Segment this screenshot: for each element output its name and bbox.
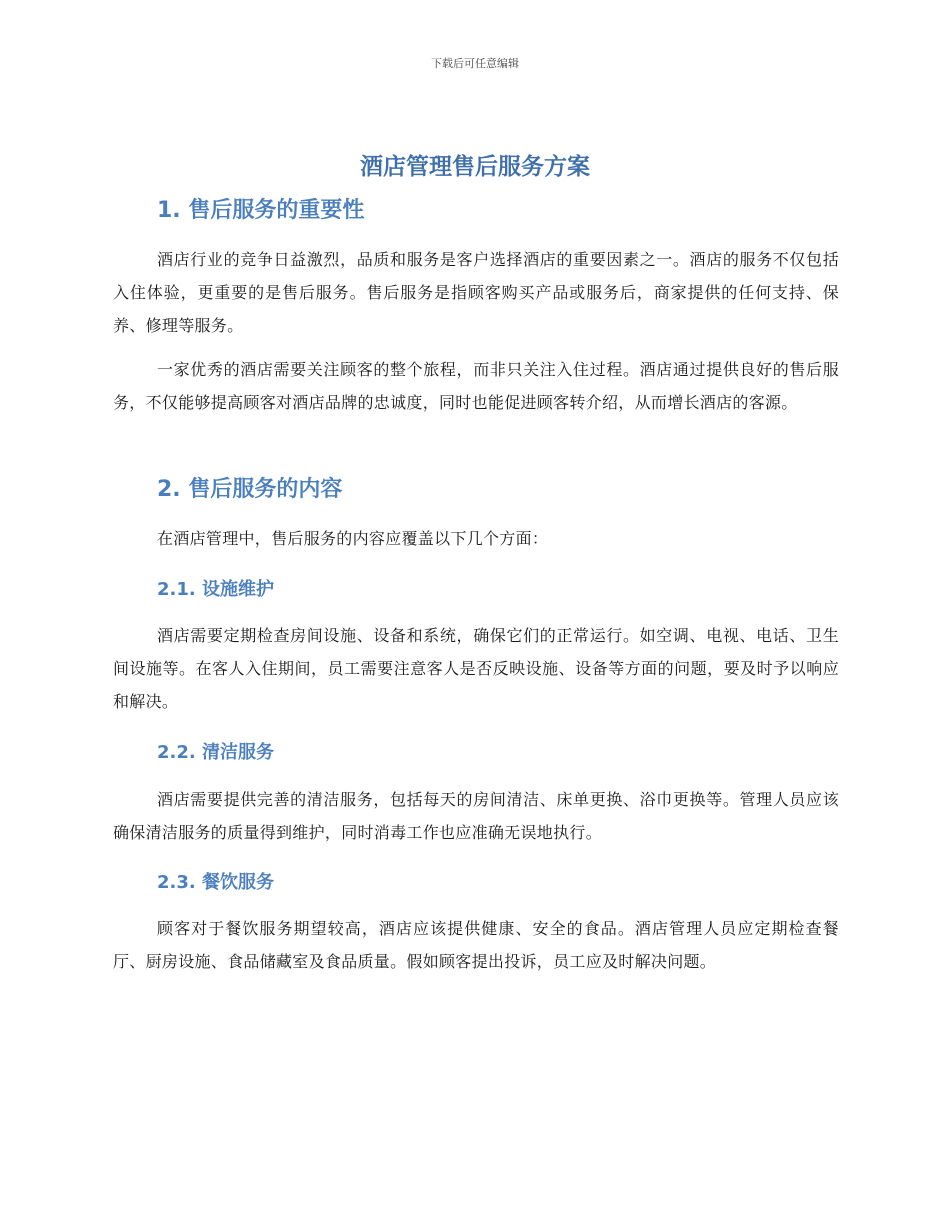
paragraph-content-intro: 在酒店管理中，售后服务的内容应覆盖以下几个方面： — [157, 529, 549, 548]
subsection-heading-catering: 2.3. 餐饮服务 — [157, 872, 274, 893]
paragraph-importance-2: 一家优秀的酒店需要关注顾客的整个旅程，而非只关注入住过程。酒店通过提供良好的售后服务，不仅能够提高顾客对酒店品牌的忠诚度，同时也能促进顾客转介绍，从而增长酒店的客源。 — [113, 360, 839, 412]
page-title: 酒店管理售后服务方案 — [360, 154, 590, 180]
paragraph-catering: 顾客对于餐饮服务期望较高，酒店应该提供健康、安全的食品。酒店管理人员应定期检查餐厅、厨房设施、食品储藏室及食品质量。假如顾客提出投诉，员工应及时解决问题。 — [113, 919, 839, 971]
section-heading-importance: 1. 售后服务的重要性 — [157, 198, 365, 223]
paragraph-cleaning: 酒店需要提供完善的清洁服务，包括每天的房间清洁、床单更换、浴巾更换等。管理人员应该确保清洁服务的质量得到维护，同时消毒工作也应准确无误地执行。 — [113, 790, 839, 842]
subsection-heading-facility-maintenance: 2.1. 设施维护 — [157, 579, 274, 600]
paragraph-facility-maintenance: 酒店需要定期检查房间设施、设备和系统，确保它们的正常运行。如空调、电视、电话、卫生间设施等。在客人入住期间，员工需要注意客人是否反映设施、设备等方面的问题，要及时予以响应和解决。 — [113, 626, 839, 711]
paragraph-importance-1: 酒店行业的竞争日益激烈，品质和服务是客户选择酒店的重要因素之一。酒店的服务不仅包括入住体验，更重要的是售后服务。售后服务是指顾客购买产品或服务后，商家提供的任何支持、保养、修理等服务。 — [113, 250, 839, 335]
page-header-note: 下载后可任意编辑 — [431, 57, 519, 70]
subsection-heading-cleaning: 2.2. 清洁服务 — [157, 742, 274, 763]
section-heading-content: 2. 售后服务的内容 — [157, 477, 343, 502]
